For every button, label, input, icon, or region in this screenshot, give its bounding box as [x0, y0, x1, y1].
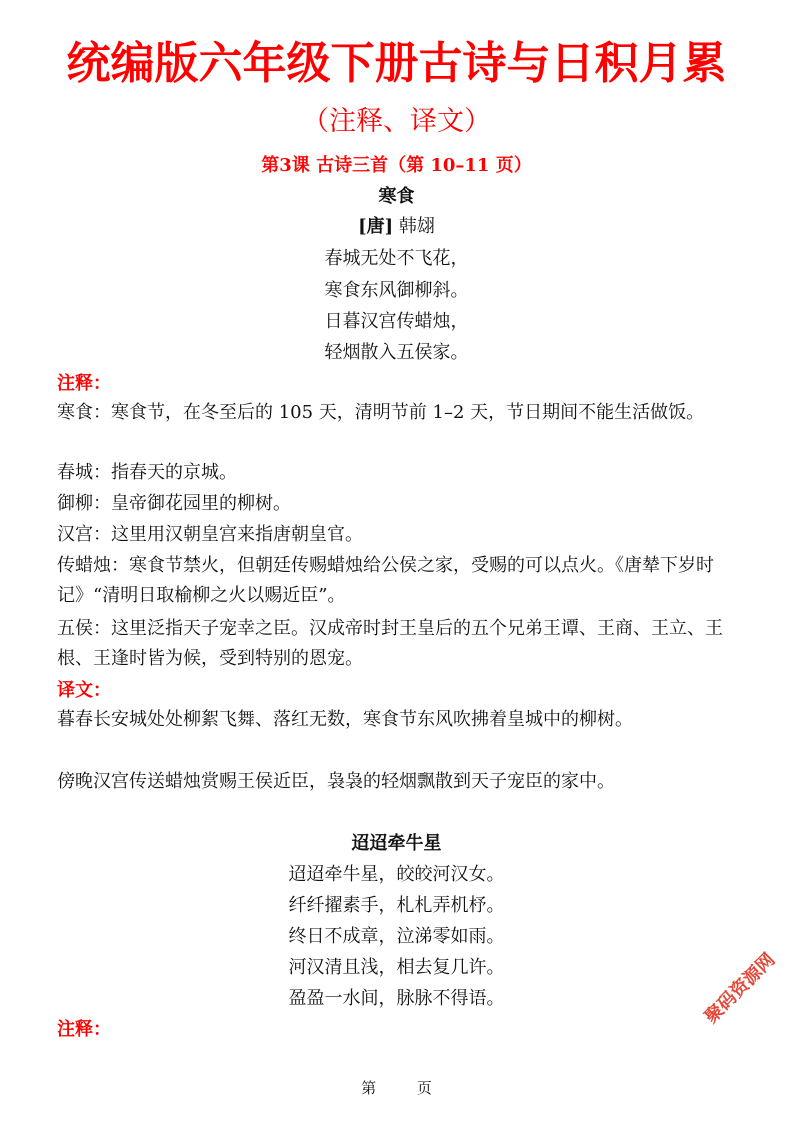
document-subtitle: （注释、译文）	[302, 106, 491, 137]
note-item: 传蜡烛：寒食节禁火，但朝廷传赐蜡烛给公侯之家，受赐的可以点火。《唐辇下岁时记》“清明日取榆柳之火以赐近臣”。	[57, 555, 714, 606]
watermark-stamp: 聚码资源网	[700, 949, 780, 1028]
translation-label: 译文：	[57, 680, 111, 701]
poem-line: 轻烟散入五侯家。	[324, 342, 469, 363]
poem-line: 盈盈一水间，脉脉不得语。	[288, 988, 505, 1009]
note-item: 寒食：寒食节，在冬至后的 105 天，清明节前 1–2 天，节日期间不能生活做饭。	[57, 402, 705, 423]
note-item: 五侯：这里泛指天子宠幸之臣。汉成帝时封王皇后的五个兄弟王谭、王商、王立、王根、王逢时皆为候，受到特别的恩宠。	[57, 618, 723, 669]
poem-line: 终日不成章，泣涕零如雨。	[288, 926, 505, 947]
poem-line: 迢迢牵牛星，皎皎河汉女。	[288, 864, 505, 885]
poem-line: 河汉清且浅，相去复几许。	[288, 957, 505, 978]
poem-author-line	[0, 213, 793, 241]
poem-dynasty: [唐]	[358, 216, 394, 237]
document-title: 统编版六年级下册古诗与日积月累	[66, 38, 727, 89]
footer-page-suffix: 页	[416, 1079, 432, 1097]
poem-title-hanshi: 寒食	[378, 186, 415, 207]
translation-item: 傍晚汉宫传送蜡烛赏赐王侯近臣，袅袅的轻烟飘散到天子宠臣的家中。	[57, 771, 615, 792]
note-item: 春城：指春天的京城。	[57, 462, 237, 483]
poem-author: 韩翃	[398, 216, 435, 237]
poem-line: 春城无处不飞花，	[324, 248, 469, 269]
poem-line: 日暮汉宫传蜡烛，	[324, 311, 469, 332]
notes-label: 注释：	[57, 373, 111, 394]
note-item: 御柳：皇帝御花园里的柳树。	[57, 493, 291, 514]
note-item: 汉宫：这里用汉朝皇宫来指唐朝皇官。	[57, 524, 363, 545]
page-footer	[0, 1077, 793, 1099]
notes-label-2: 注释：	[57, 1019, 111, 1040]
poem-line: 纤纤擢素手，札札弄机杼。	[288, 895, 505, 916]
poem-line: 寒食东风御柳斜。	[324, 280, 469, 301]
translation-item: 暮春长安城处处柳絮飞舞、落红无数，寒食节东风吹拂着皇城中的柳树。	[57, 709, 633, 730]
poem-title-tiaotiao: 迢迢牵牛星	[351, 833, 442, 854]
footer-page-prefix: 第	[361, 1079, 377, 1097]
lesson-heading: 第3课 古诗三首（第 10–11 页）	[261, 155, 532, 176]
